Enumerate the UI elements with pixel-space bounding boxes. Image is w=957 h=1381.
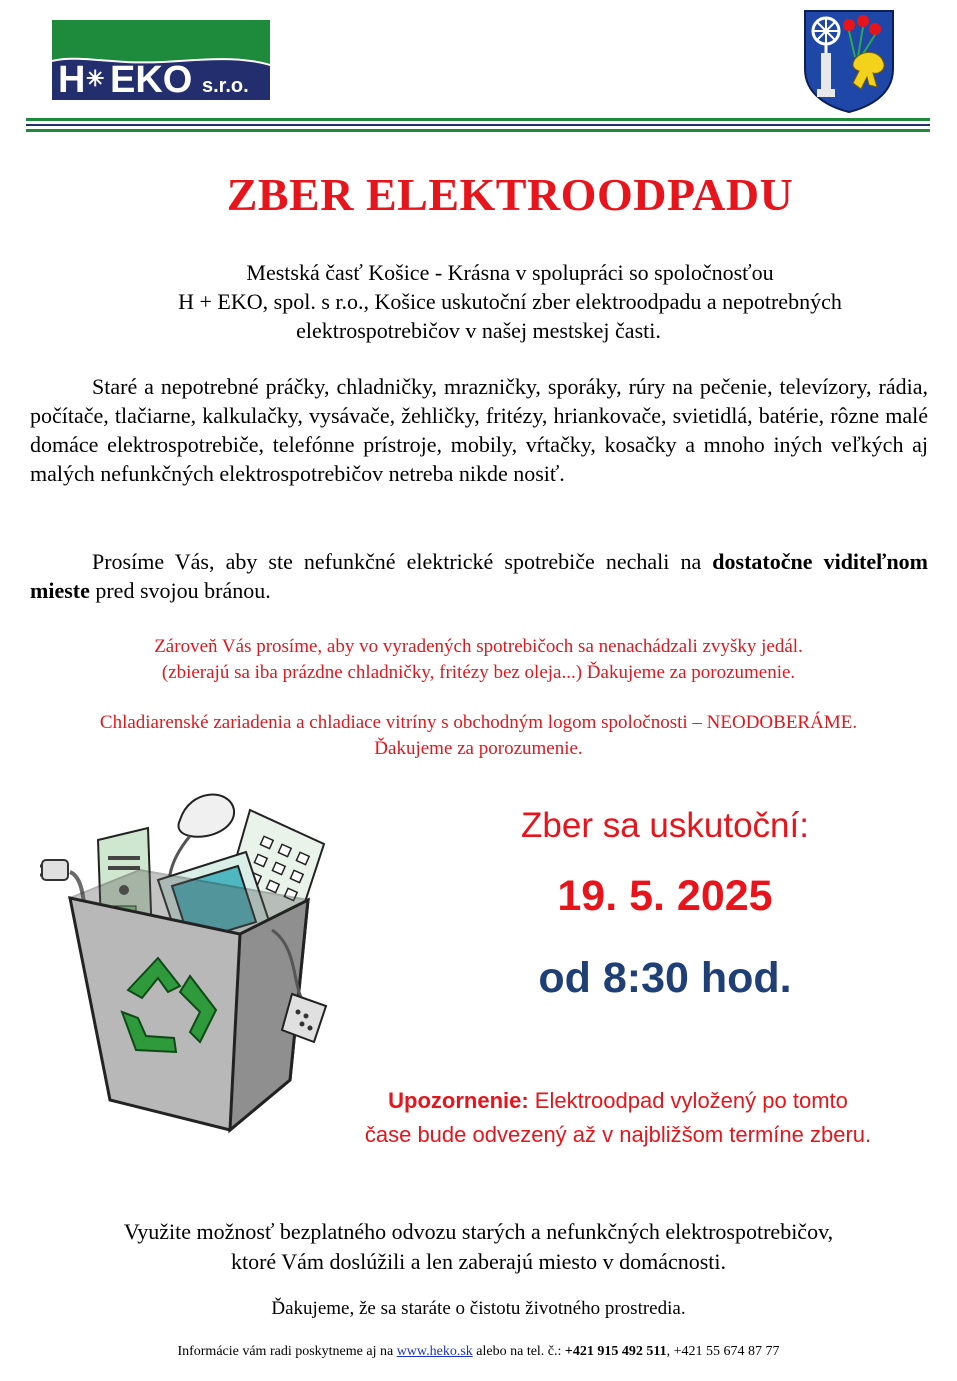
coat-of-arms-icon (803, 9, 895, 113)
items-paragraph-text: Staré a nepotrebné práčky, chladničky, mrazničky, sporáky, rúry na pečenie, televízory, rádia, počítače, tlačiarne, kalkulačky, vysávače, žehličky, fritézy, hriankovače, svietidlá, batérie, rôzne malé domáce elektrospotrebiče, telefónne prístroje, mobily, vŕtačky, kosačky a mnoho iných veľkých aj malých nefunkčných elektrospotrebičov netreba nikde nosiť. (30, 374, 928, 486)
warning-text-1: Elektroodpad vyložený po tomto (528, 1088, 848, 1113)
closing-thanks: Ďakujeme, že sa staráte o čistotu životného prostredia. (271, 1298, 686, 1319)
footer-phone-primary: +421 915 492 511 (564, 1344, 667, 1359)
heko-logo (52, 20, 270, 100)
request-text-bold: dostatočne viditeľnom mieste (30, 549, 929, 603)
footer-text-mid: alebo na tel. č.: (472, 1344, 565, 1359)
header-rule-1 (26, 118, 930, 121)
event-date: 19. 5. 2025 (557, 872, 773, 920)
items-paragraph (30, 372, 928, 488)
footer-contact (0, 1344, 957, 1360)
footer-text-post: , +421 55 674 87 77 (666, 1344, 780, 1359)
request-text-pre: Prosíme Vás, aby ste nefunkčné elektrické spotrebiče nechali na (92, 549, 713, 574)
header-rule-3 (26, 129, 930, 132)
refrigeration-notice (0, 710, 957, 762)
header-rule-2 (26, 124, 930, 126)
food-notice-line-2: (zbierajú sa iba prázdne chladničky, fritézy bez oleja...) Ďakujeme za porozumenie. (161, 662, 796, 683)
website-link[interactable]: www.heko.sk (396, 1344, 473, 1359)
page-title: ZBER ELEKTROODPADU (226, 169, 794, 220)
intro-line-2: H + EKO, spol. s r.o., Košice uskutoční zber elektroodpadu a nepotrebných (178, 289, 842, 314)
footer-text-pre: Informácie vám radi poskytneme aj na (177, 1344, 397, 1359)
logo-suffix: s.r.o. (202, 75, 249, 97)
food-notice (0, 634, 957, 686)
warning-text-2: čase bude odvezený až v najbližšom termíne zberu. (364, 1122, 872, 1147)
intro-line-1: Mestská časť Košice - Krásna v spolupráci so spoločnosťou (246, 260, 774, 285)
event-time: od 8:30 hod. (538, 954, 792, 1002)
food-notice-line-1: Zároveň Vás prosíme, aby vo vyradených spotrebičoch sa nenachádzali zvyšky jedál. (154, 636, 803, 657)
intro-line-3: elektrospotrebičov v našej mestskej časti. (296, 318, 661, 343)
warning-label: Upozornenie: (388, 1088, 529, 1113)
closing-paragraph (0, 1217, 957, 1277)
svg-text:✳: ✳ (86, 66, 105, 91)
request-paragraph (30, 547, 928, 605)
closing-line-2: ktoré Vám doslúžili a len zaberajú miesto v domácnosti. (230, 1249, 727, 1274)
refrigeration-notice-line-2: Ďakujeme za porozumenie. (374, 738, 583, 759)
recycling-bin-illustration (40, 780, 340, 1140)
warning-notice (300, 1084, 936, 1152)
logo-text: H (58, 59, 86, 100)
closing-line-1: Využite možnosť bezplatného odvozu starých a nefunkčných elektrospotrebičov, (123, 1219, 834, 1244)
svg-text:EKO: EKO (110, 59, 193, 100)
request-text-post: pred svojou bránou. (89, 578, 271, 603)
event-heading: Zber sa uskutoční: (521, 806, 809, 845)
refrigeration-notice-line-1: Chladiarenské zariadenia a chladiace vitríny s obchodným logom spoločnosti – NEODOBERÁME. (99, 712, 858, 733)
